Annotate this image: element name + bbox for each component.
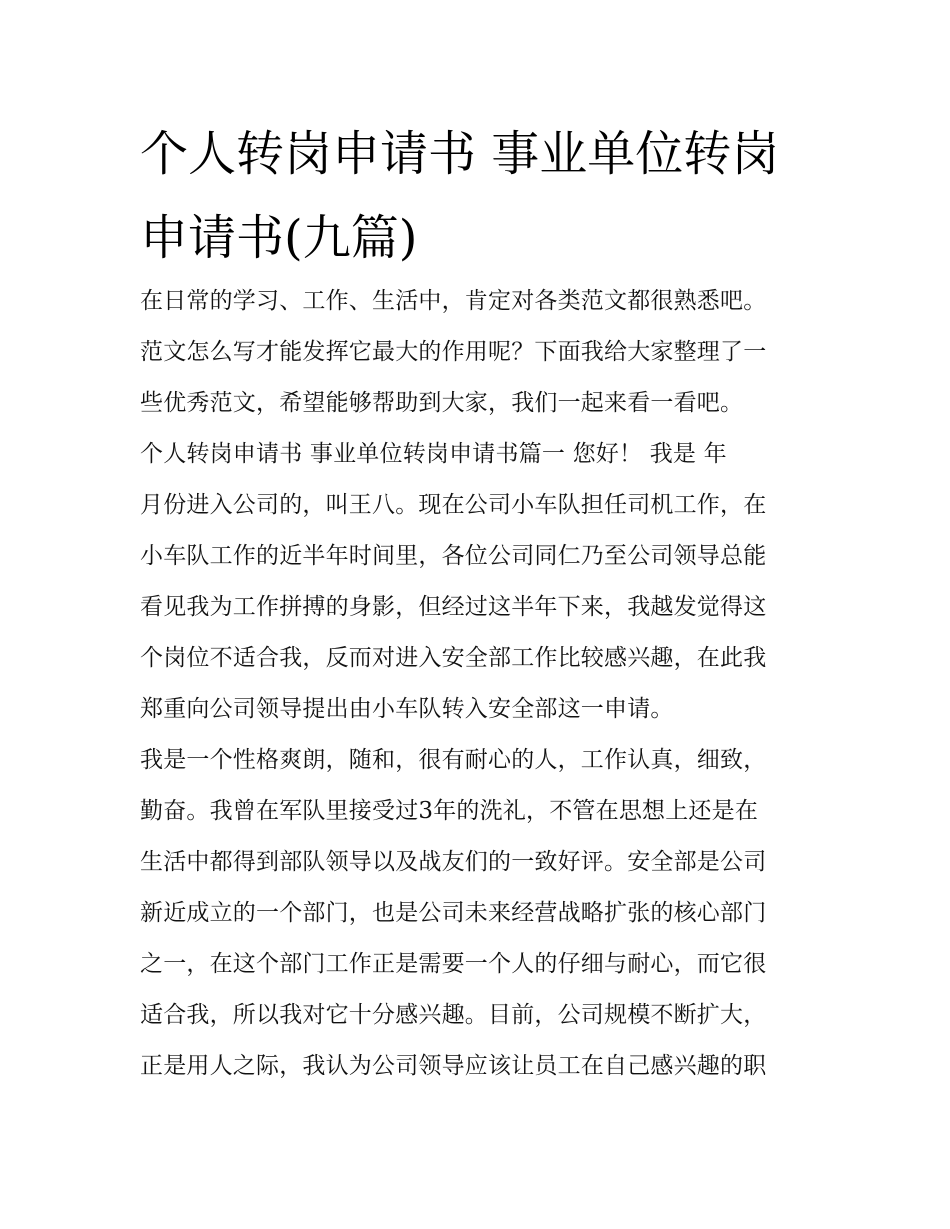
body-line: 正是用人之际，我认为公司领导应该让员工在自己感兴趣的职 (140, 1053, 767, 1079)
body-line: 新近成立的一个部门，也是公司未来经营战略扩张的核心部门 (140, 900, 767, 926)
body-line: 个岗位不适合我，反而对进入安全部工作比较感兴趣，在此我 (140, 645, 767, 671)
body-line: 我是一个性格爽朗，随和，很有耐心的人，工作认真，细致， (140, 747, 767, 773)
body-line: 适合我，所以我对它十分感兴趣。目前，公司规模不断扩大， (140, 1002, 767, 1028)
body-line: 勤奋。我曾在军队里接受过3年的洗礼，不管在思想上还是在 (140, 798, 759, 824)
body-line: 小车队工作的近半年时间里，各位公司同仁乃至公司领导总能 (140, 543, 767, 569)
body-line: 在日常的学习、工作、生活中，肯定对各类范文都很熟悉吧。 (140, 288, 767, 314)
body-line: 生活中都得到部队领导以及战友们的一致好评。安全部是公司 (140, 849, 767, 875)
body-line: 郑重向公司领导提出由小车队转入安全部这一申请。 (140, 696, 674, 722)
body-line: 看见我为工作拼搏的身影，但经过这半年下来，我越发觉得这 (140, 594, 767, 620)
body-line: 些优秀范文，希望能够帮助到大家，我们一起来看一看吧。 (140, 390, 744, 416)
body-line: 范文怎么写才能发挥它最大的作用呢？下面我给大家整理了一 (140, 339, 767, 365)
body-line: 月份进入公司的，叫王八。现在公司小车队担任司机工作，在 (140, 492, 767, 518)
title-line: 申请书(九篇) (140, 210, 418, 266)
document-body (140, 276, 820, 1092)
body-line: 个人转岗申请书 事业单位转岗申请书篇一 您好！ 我是 年 (140, 441, 727, 467)
title-line: 个人转岗申请书 事业单位转岗 (140, 126, 780, 182)
body-line: 之一，在这个部门工作正是需要一个人的仔细与耐心，而它很 (140, 951, 767, 977)
document-title (140, 112, 820, 280)
